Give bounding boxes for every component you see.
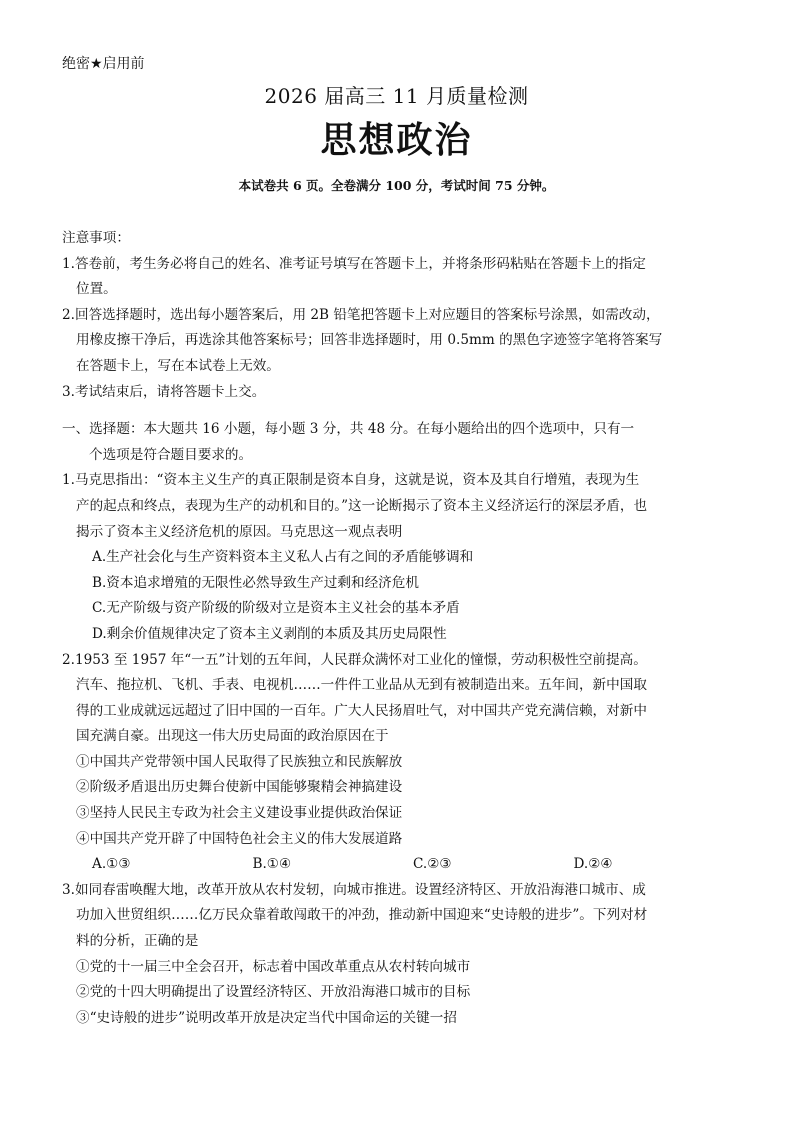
- notice-item-1-cont: 位置。: [76, 281, 117, 298]
- question-3: [62, 878, 734, 1032]
- question-stem: 揭示了资本主义经济危机的原因。马克思这一观点表明: [76, 523, 403, 540]
- question-stem: 3.如同春雷唤醒大地，改革开放从农村发轫，向城市推进。设置经济特区、开放沿海港口城市、成: [62, 881, 646, 898]
- notice-section: [62, 226, 734, 405]
- exam-title: 2026 届高三 11 月质量检测: [264, 84, 529, 108]
- statement-2: ②党的十四大明确提出了设置经济特区、开放沿海港口城市的目标: [76, 984, 471, 1001]
- exam-meta: 本试卷共 6 页。全卷满分 100 分，考试时间 75 分钟。: [238, 178, 555, 193]
- question-stem: 得的工业成就远远超过了旧中国的一百年。广大人民扬眉吐气，对中国共产党充满信赖，对新中: [76, 702, 647, 719]
- question-1: [62, 468, 734, 647]
- statement-4: ④中国共产党开辟了中国特色社会主义的伟大发展道路: [76, 830, 403, 847]
- option-a: A.①③: [92, 856, 131, 873]
- question-stem: 功加入世贸组织……亿万民众靠着敢闯敢干的冲劲，推动新中国迎来“史诗般的进步”。下列对材: [76, 907, 648, 924]
- section-1-line: 个选项是符合题目要求的。: [89, 446, 253, 463]
- notice-item-1: 1.答卷前，考生务必将自己的姓名、准考证号填写在答题卡上，并将条形码粘贴在答题卡上的指定: [62, 255, 646, 272]
- notice-item-2-cont: 在答题卡上，写在本试卷上无效。: [76, 357, 280, 374]
- notice-item-3: 3.考试结束后，请将答题卡上交。: [62, 383, 266, 400]
- question-stem: 汽车、拖拉机、飞机、手表、电视机……一件件工业品从无到有被制造出来。五年间，新中国取: [76, 677, 647, 694]
- statement-1: ①中国共产党带领中国人民取得了民族独立和民族解放: [76, 753, 403, 770]
- section-1-heading: [62, 417, 734, 468]
- subject-title: 思想政治: [320, 120, 473, 161]
- statement-1: ①党的十一届三中全会召开，标志着中国改革重点从农村转向城市: [76, 958, 471, 975]
- secret-label: 绝密★启用前: [62, 56, 145, 72]
- section-1-line: 一、选择题：本大题共 16 小题，每小题 3 分，共 48 分。在每小题给出的四个选项中，只有一: [62, 421, 635, 438]
- question-stem: 1.马克思指出：“资本主义生产的真正限制是资本自身，这就是说，资本及其自行增殖，表现为生: [62, 472, 640, 489]
- answer-options: [62, 852, 734, 878]
- statement-3: ③坚持人民民主专政为社会主义建设事业提供政治保证: [76, 805, 403, 822]
- question-stem: 国充满自豪。出现这一伟大历史局面的政治原因在于: [76, 728, 389, 745]
- notice-item-2-cont: 用橡皮擦干净后，再选涂其他答案标号；回答非选择题时，用 0.5mm 的黑色字迹签字笔将答案写: [76, 332, 663, 349]
- notice-item-2: 2.回答选择题时，选出每小题答案后，用 2B 铅笔把答题卡上对应题目的答案标号涂黑，如需改动，: [62, 306, 660, 323]
- option-d: D.剩余价值规律决定了资本主义剥削的本质及其历史局限性: [92, 625, 447, 642]
- option-b: B.①④: [252, 856, 292, 873]
- option-c: C.无产阶级与资产阶级的阶级对立是资本主义社会的基本矛盾: [92, 600, 460, 617]
- question-2: [62, 648, 734, 878]
- option-c: C.②③: [413, 856, 452, 873]
- option-a: A.生产社会化与生产资料资本主义私人占有之间的矛盾能够调和: [92, 549, 474, 566]
- exam-body: [62, 226, 734, 1031]
- option-d: D.②④: [573, 856, 613, 873]
- statement-2: ②阶级矛盾退出历史舞台使新中国能够聚精会神搞建设: [76, 779, 403, 796]
- question-stem: 料的分析，正确的是: [76, 933, 199, 950]
- notice-heading: 注意事项：: [62, 230, 130, 246]
- question-stem: 2.1953 至 1957 年“一五”计划的五年间，人民群众满怀对工业化的憧憬，劳动积极性空前提高。: [62, 651, 647, 668]
- question-stem: 产的起点和终点，表现为生产的动机和目的。”这一论断揭示了资本主义经济运行的深层矛盾，也: [76, 497, 648, 514]
- option-b: B.资本追求增殖的无限性必然导致生产过剩和经济危机: [92, 574, 419, 591]
- statement-3: ③“史诗般的进步”说明改革开放是决定当代中国命运的关键一招: [76, 1009, 457, 1026]
